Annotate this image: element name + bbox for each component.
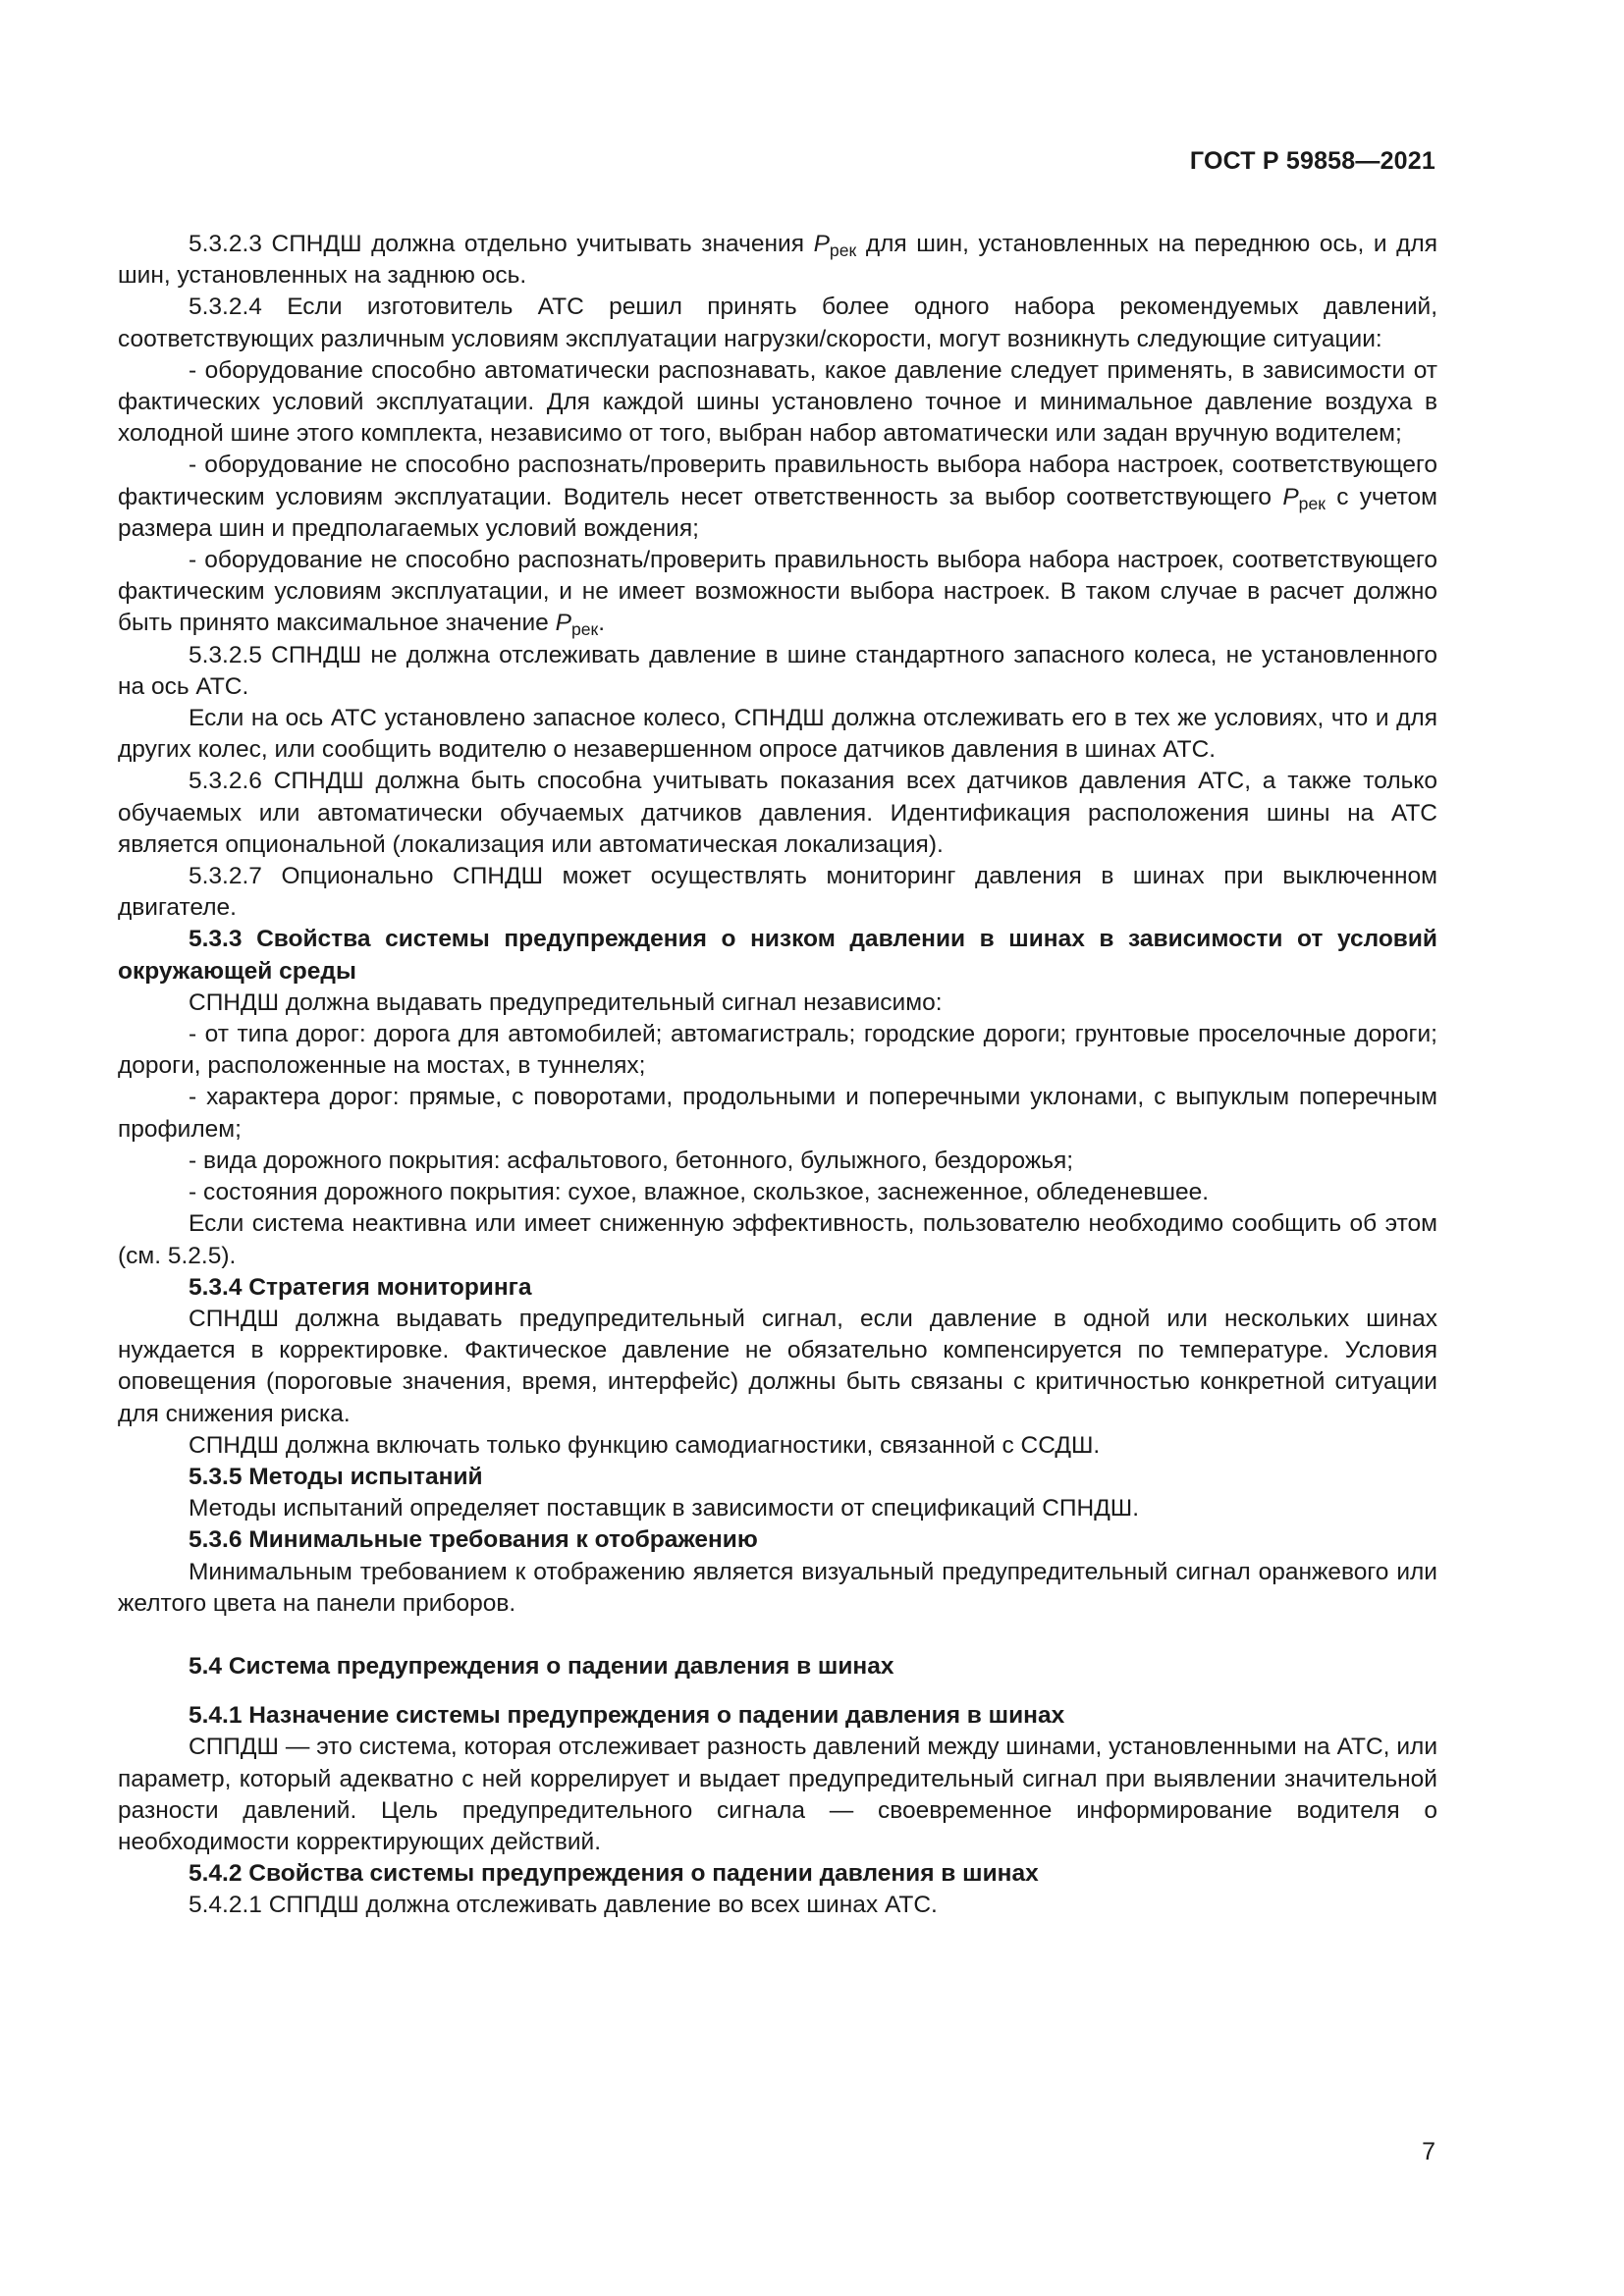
paragraph-5-3-6: Минимальным требованием к отображению является визуальный предупредительный сигнал оранжевого или желтого цвета на панели приборов. <box>118 1558 1437 1617</box>
symbol-p: P <box>555 610 571 637</box>
list-item-auto-detect: - оборудование способно автоматически распознавать, какое давление следует применять, в зависимости от фактических условий эксплуатации. Для каждой шины установлено точное и минимальное давление воздуха в холодной шине этого комплекта, независимо от того, выбран набор автоматически или задан вручную водителем; <box>118 356 1437 448</box>
list-item-surface-type: - вида дорожного покрытия: асфальтового, бетонного, булыжного, бездорожья; <box>189 1147 1074 1174</box>
heading-5-4-1: 5.4.1 Назначение системы предупреждения о падении давления в шинах <box>189 1702 1065 1730</box>
symbol-p: P <box>813 231 830 257</box>
page-number: 7 <box>1422 2138 1435 2165</box>
symbol-p-subscript: рек <box>829 240 857 260</box>
heading-5-3-3: 5.3.3 Свойства системы предупреждения о низком давлении в шинах в зависимости от условий окружающей среды <box>118 926 1437 985</box>
list-item-max-value: - оборудование не способно распознать/проверить правильность выбора набора настроек, соответствующего фактическим условиям эксплуатации, и не имеет возможности выбора настроек. В таком случае в расчет должно быть принято максимальное значение $P_{рек}$. <box>118 547 1437 640</box>
paragraph-5-3-2-7: 5.3.2.7 Опционально СПНДШ может осуществлять мониторинг давления в шинах при выключенном двигателе. <box>118 863 1437 922</box>
paragraph-5-4-1: СППДШ — это система, которая отслеживает разность давлений между шинами, установленными на АТС, или параметр, который адекватно с ней коррелирует и выдает предупредительный сигнал при выявлении значительной разности давлений. Цель предупредительного сигнала — своевременное информирование водителя о необходимости корректирующих действий. <box>118 1734 1437 1855</box>
symbol-p-subscript: рек <box>1298 493 1326 513</box>
heading-5-3-6: 5.3.6 Минимальные требования к отображению <box>189 1526 758 1554</box>
paragraph-5-3-4-selfdiag: СПНДШ должна включать только функцию самодиагностики, связанной с ССДШ. <box>189 1431 1101 1459</box>
list-item-surface-state: - состояния дорожного покрытия: сухое, влажное, скользкое, заснеженное, обледеневшее. <box>189 1179 1210 1206</box>
paragraph-spare-wheel: Если на ось АТС установлено запасное колесо, СПНДШ должна отслеживать его в тех же условиях, что и для других колес, или сообщить водителю о незавершенном опросе датчиков давления в шинах АТС. <box>118 705 1437 764</box>
paragraph-5-3-3-intro: СПНДШ должна выдавать предупредительный сигнал независимо: <box>189 988 943 1016</box>
document-body <box>118 229 1437 1922</box>
paragraph-5-3-2-3: 5.3.2.3 СПНДШ должна отдельно учитывать значения $P_{рек}$ для шин, установленных на переднюю ось, и для шин, установленных на заднюю ось. <box>118 231 1437 290</box>
heading-5-3-4: 5.3.4 Стратегия мониторинга <box>189 1273 532 1301</box>
list-item-road-type: - от типа дорог: дорога для автомобилей; автомагистраль; городские дороги; грунтовые проселочные дороги; дороги, расположенные на мостах, в туннелях; <box>118 1021 1437 1080</box>
list-item-manual-select: - оборудование не способно распознать/проверить правильность выбора набора настроек, соответствующего фактическим условиям эксплуатации. Водитель несет ответственность за выбор соответствующего $P_{рек}$ с учетом размера шин и предполагаемых условий вождения; <box>118 452 1437 542</box>
symbol-p-subscript: рек <box>570 619 599 640</box>
list-item-road-character: - характера дорог: прямые, с поворотами, продольными и поперечными уклонами, с выпуклым поперечным профилем; <box>118 1084 1437 1143</box>
paragraph-5-3-5: Методы испытаний определяет поставщик в зависимости от спецификаций СПНДШ. <box>189 1495 1140 1522</box>
paragraph-5-3-2-4: 5.3.2.4 Если изготовитель АТС решил принять более одного набора рекомендуемых давлений, соответствующих различным условиям эксплуатации нагрузки/скорости, могут возникнуть следующие ситуации: <box>118 294 1437 352</box>
heading-5-4: 5.4 Система предупреждения о падении давления в шинах <box>189 1652 894 1680</box>
heading-5-3-5: 5.3.5 Методы испытаний <box>189 1463 483 1490</box>
paragraph-inactive-system: Если система неактивна или имеет сниженную эффективность, пользователю необходимо сообщить об этом (см. 5.2.5). <box>118 1210 1437 1269</box>
paragraph-5-3-2-5: 5.3.2.5 СПНДШ не должна отслеживать давление в шине стандартного запасного колеса, не установленного на ось АТС. <box>118 641 1437 700</box>
heading-5-4-2: 5.4.2 Свойства системы предупреждения о падении давления в шинах <box>189 1860 1039 1888</box>
paragraph-5-3-4-warning: СПНДШ должна выдавать предупредительный сигнал, если давление в одной или нескольких шинах нуждается в корректировке. Фактическое давление не обязательно компенсируется по температуре. Условия оповещения (пороговые значения, время, интерфейс) должны быть связаны с критичностью конкретной ситуации для снижения риска. <box>118 1305 1437 1427</box>
document-code: ГОСТ Р 59858—2021 <box>1189 147 1435 175</box>
paragraph-5-3-2-6: 5.3.2.6 СПНДШ должна быть способна учитывать показания всех датчиков давления АТС, а также только обучаемых или автоматически обучаемых датчиков давления. Идентификация расположения шины на АТС является опциональной (локализация или автоматическая локализация). <box>118 768 1437 858</box>
symbol-p: P <box>1282 483 1299 510</box>
paragraph-5-4-2-1: 5.4.2.1 СППДШ должна отслеживать давление во всех шинах АТС. <box>189 1892 938 1919</box>
